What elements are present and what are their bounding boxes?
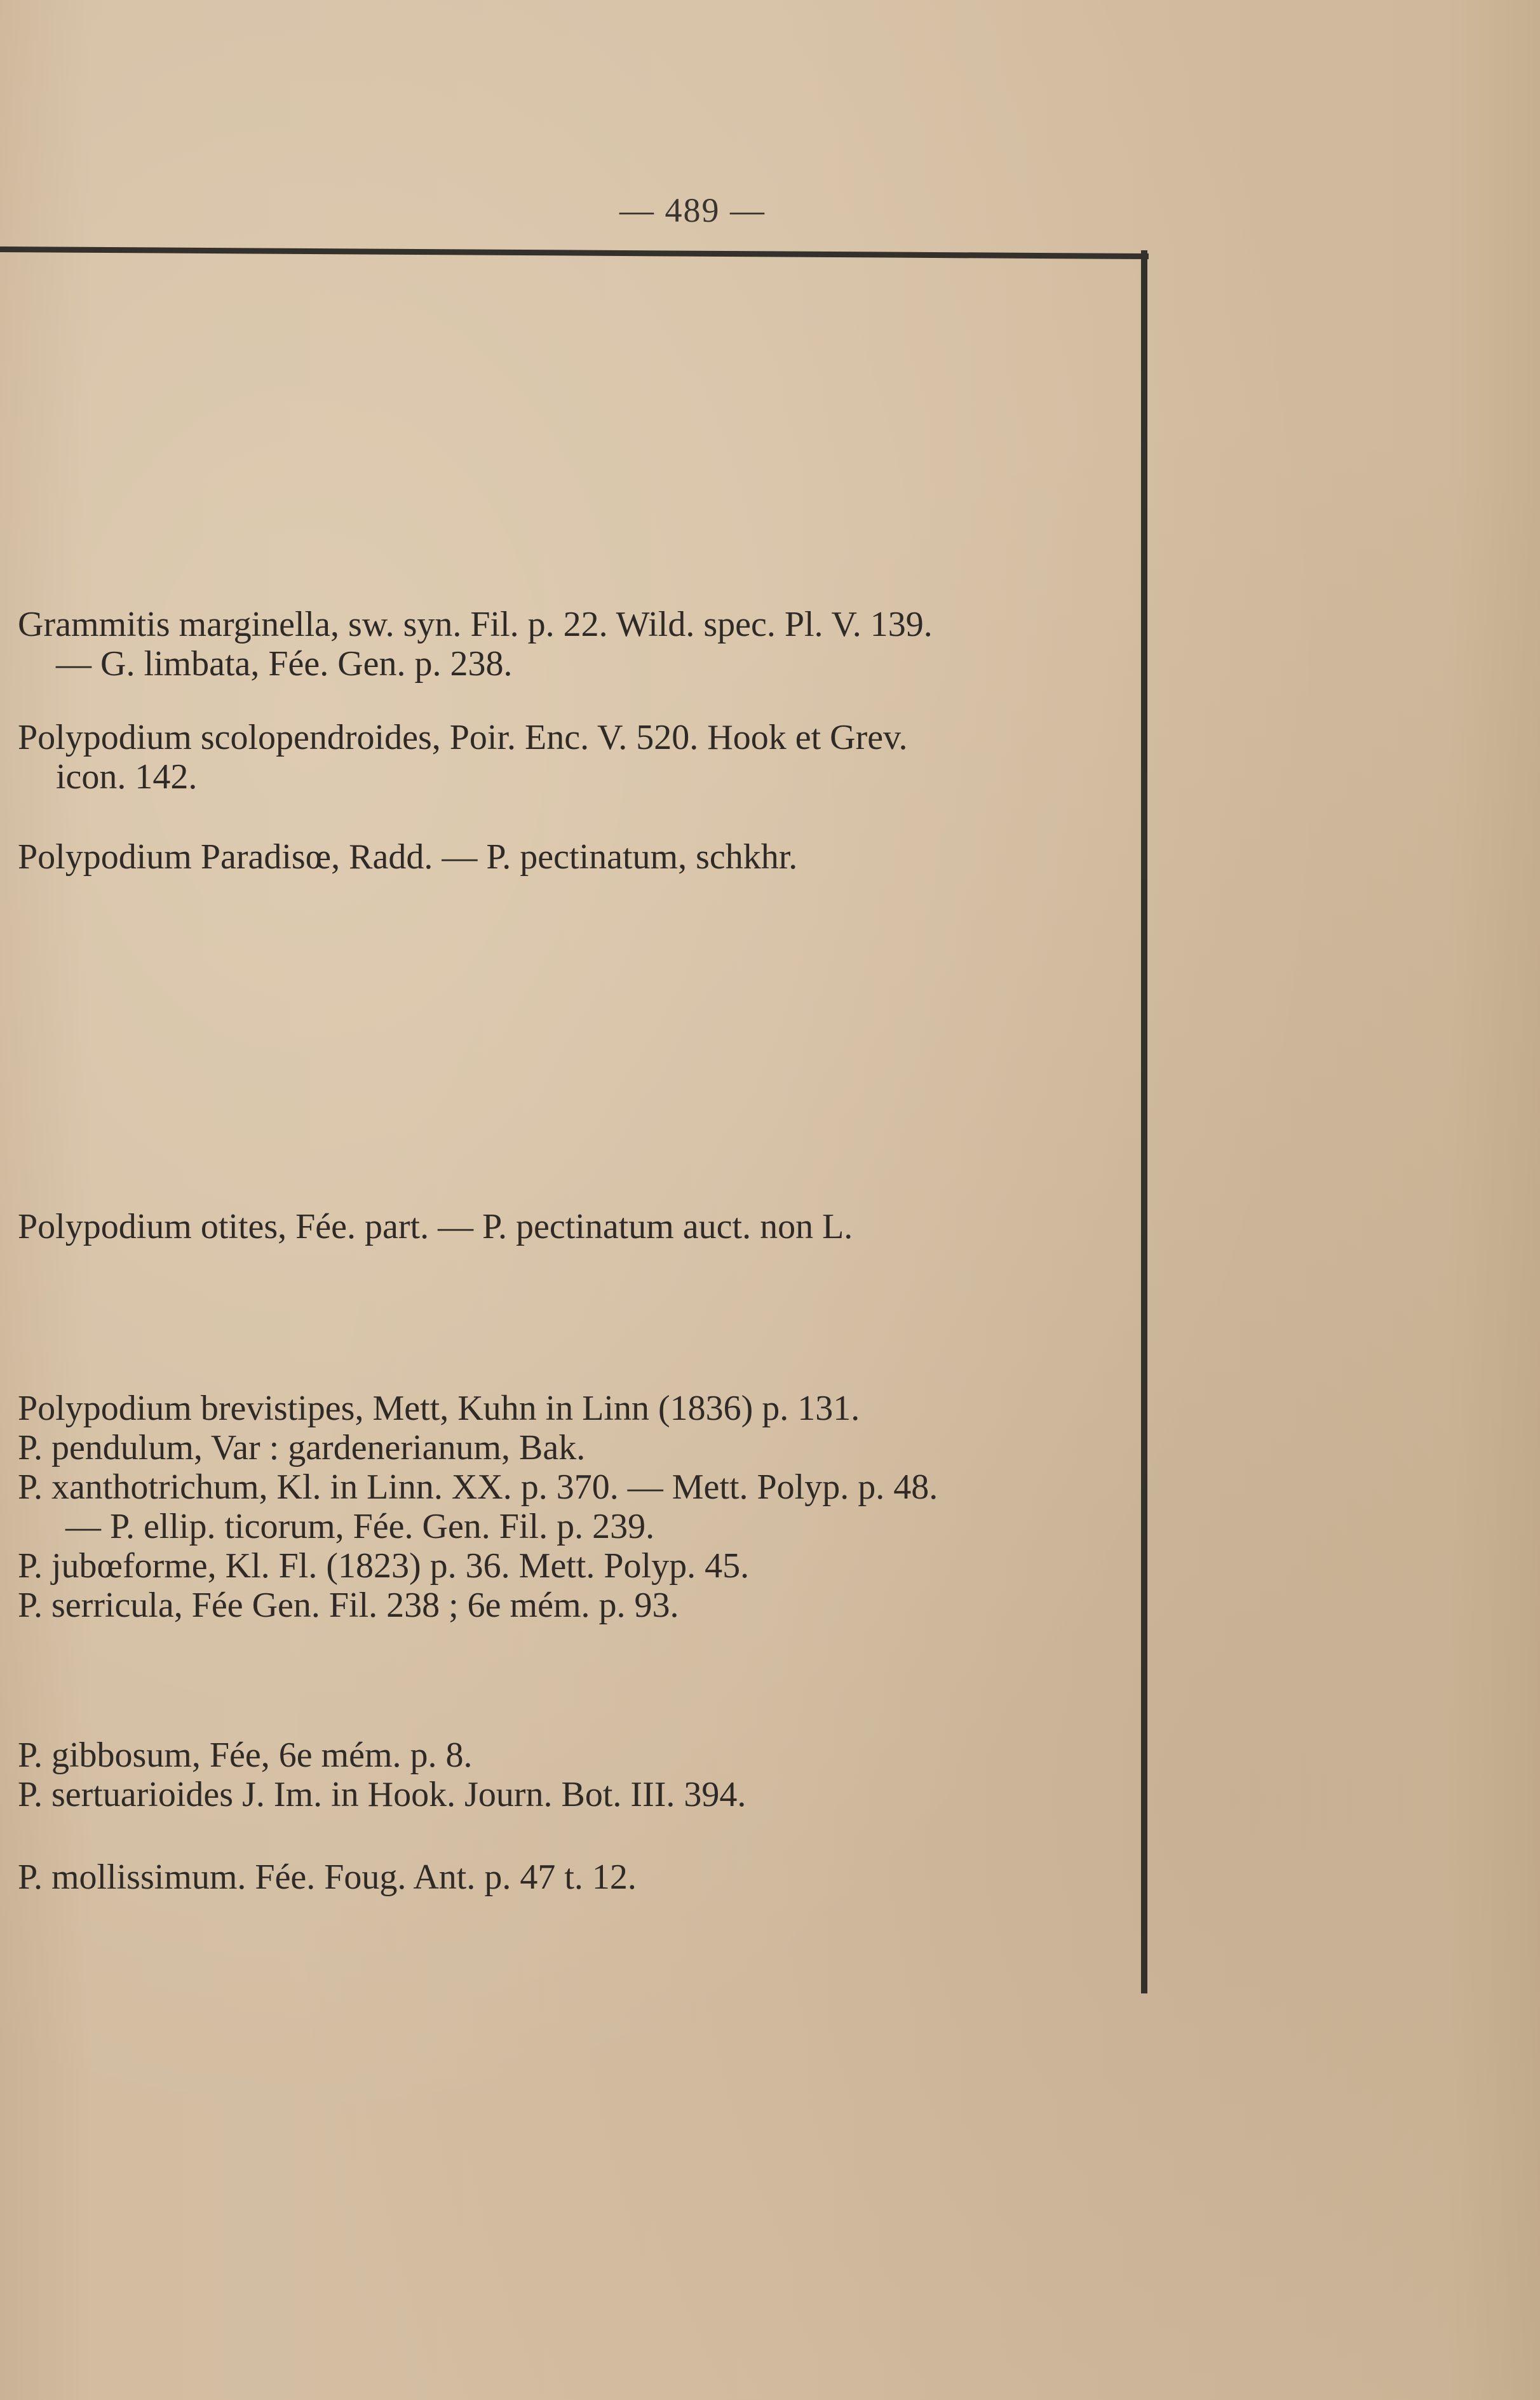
entry-line: Polypodium brevistipes, Mett, Kuhn in Linn (1836) p. 131. <box>18 1389 860 1428</box>
entry-line: — P. ellip. ticorum, Fée. Gen. Fil. p. 239. <box>65 1507 655 1546</box>
entry-line: P. sertuarioides J. Im. in Hook. Journ. Bot. III. 394. <box>18 1775 746 1814</box>
entry-line: — G. limbata, Fée. Gen. p. 238. <box>56 644 513 684</box>
entry-line: Polypodium otites, Fée. part. — P. pectinatum auct. non L. <box>18 1207 853 1246</box>
entry-line: Grammitis marginella, sw. syn. Fil. p. 22. Wild. spec. Pl. V. 139. <box>18 605 933 644</box>
entry-line: P. jubœforme, Kl. Fl. (1823) p. 36. Mett. Polyp. 45. <box>18 1546 750 1586</box>
entry-line: icon. 142. <box>56 757 198 797</box>
page-number: — 489 — <box>619 191 766 229</box>
entry-p-mollissimum <box>18 1857 1123 1897</box>
entry-line: P. pendulum, Var : gardenerianum, Bak. <box>18 1428 586 1467</box>
entry-line: P. serricula, Fée Gen. Fil. 238 ; 6e mém. p. 93. <box>18 1586 679 1625</box>
right-border-rule <box>1141 250 1147 1993</box>
entry-line: P. xanthotrichum, Kl. in Linn. XX. p. 370. — Mett. Polyp. p. 48. <box>18 1467 938 1507</box>
entry-polypodium-scolopendroides <box>18 718 1123 797</box>
entry-grammitis-marginella <box>18 605 1123 684</box>
entry-polypodium-paradisae <box>18 837 1123 877</box>
entry-line: P. gibbosum, Fée, 6e mém. p. 8. <box>18 1736 473 1775</box>
entry-line: Polypodium scolopendroides, Poir. Enc. V. 520. Hook et Grev. <box>18 718 908 757</box>
entry-line: P. mollissimum. Fée. Foug. Ant. p. 47 t. 12. <box>18 1857 637 1897</box>
entry-p-gibbosum <box>18 1736 1123 1814</box>
entry-polypodium-otites <box>18 1207 1123 1246</box>
entry-line: Polypodium Paradisœ, Radd. — P. pectinatum, schkhr. <box>18 837 798 877</box>
entry-polypodium-brevistipes <box>18 1389 1123 1625</box>
